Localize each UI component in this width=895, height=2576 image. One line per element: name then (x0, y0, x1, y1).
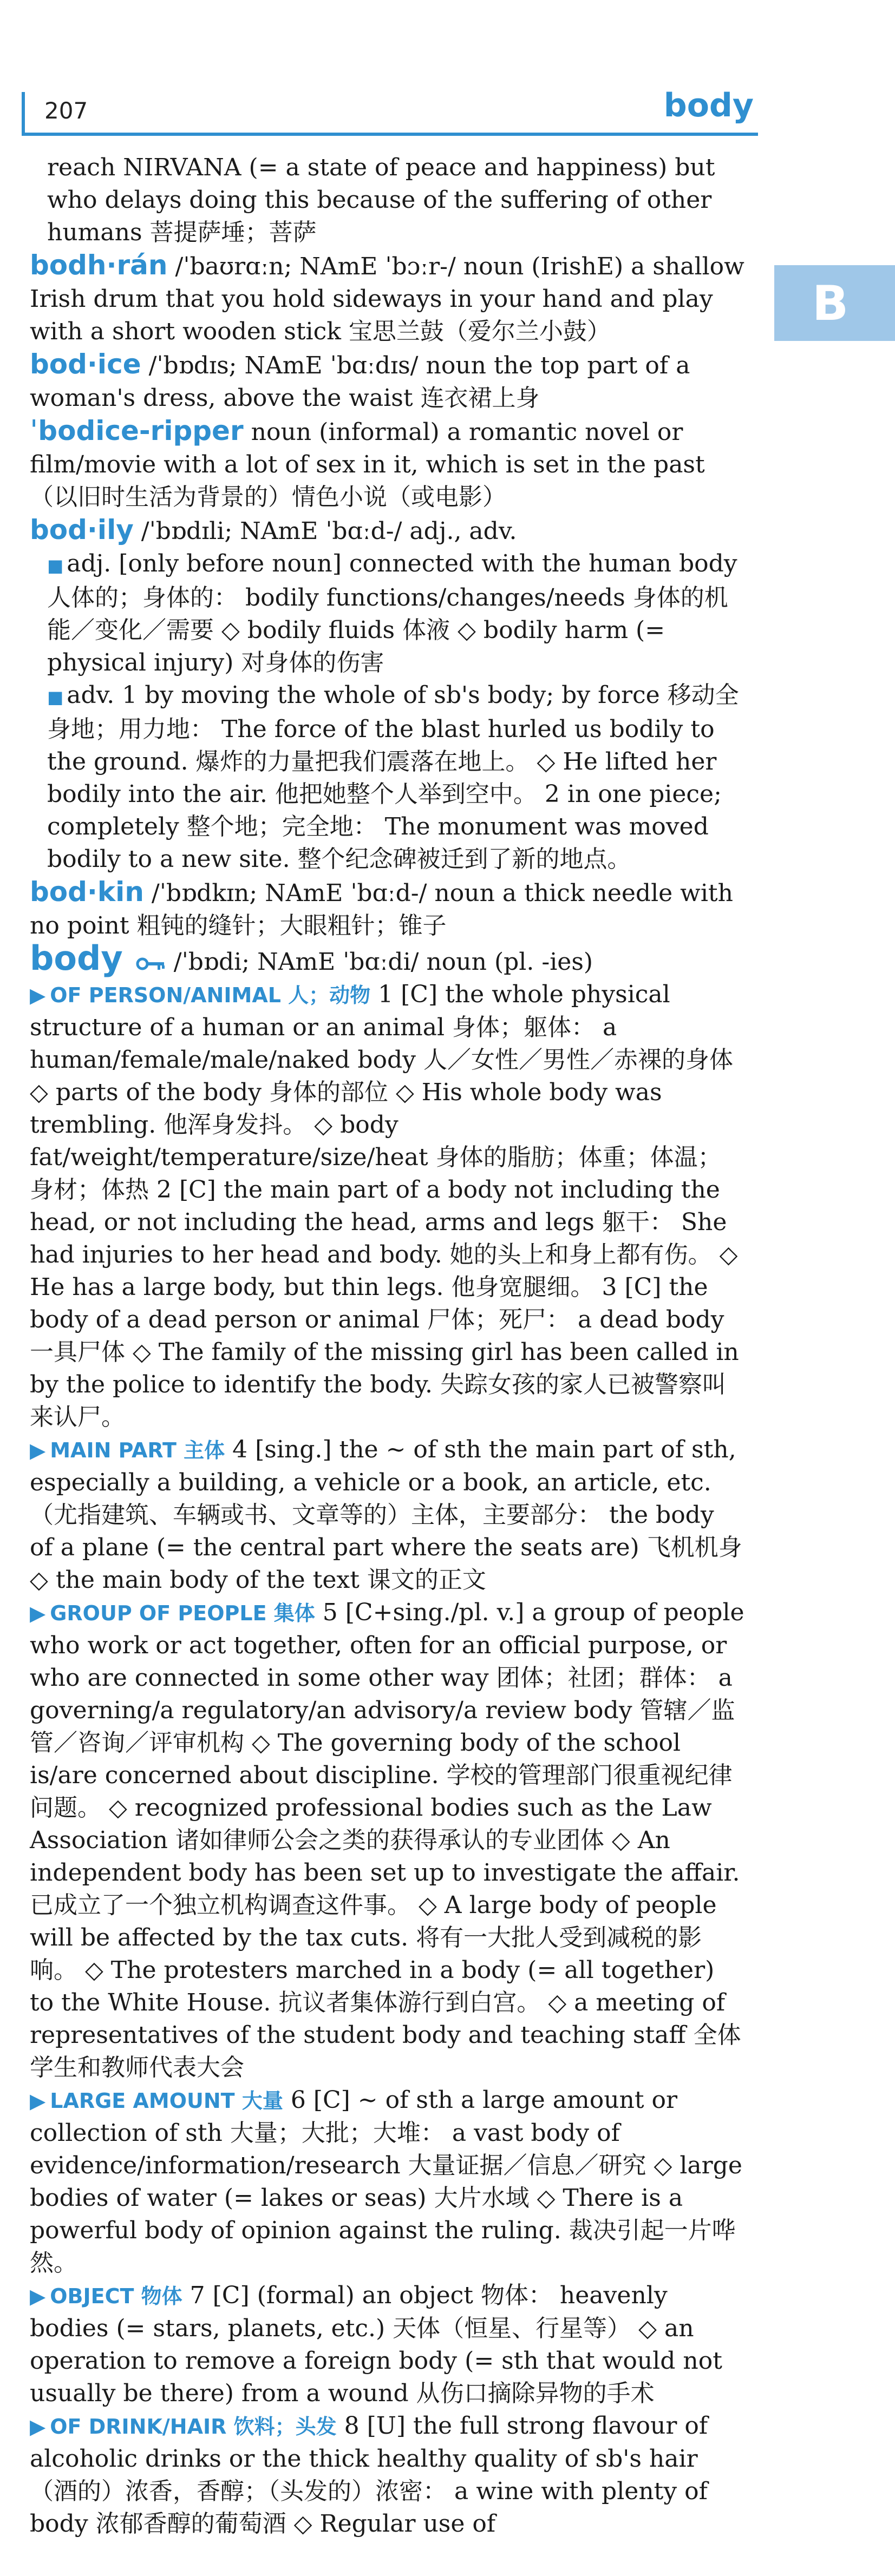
entry-text: 7 [C] (formal) an object 物体： heavenly bodies (= stars, planets, etc.) 天体（恒星、行星等） ◇ an operation to remove a foreign body (= sth that would not usually be there) from a wound 从伤口摘除异物的手术 (30, 2282, 722, 2407)
section-triangle-icon: ▶ (30, 2284, 46, 2308)
entry-text: 4 [sing.] the ~ of sth the main part of sth, especially a building, a vehicle or a book, an article, etc.（尤指建筑、车辆或书、文章等的）主体，主要部分： the body of a plane (= the central part where the seats are) 飞机机身 ◇ the main body of the text 课文的正文 (30, 1436, 742, 1594)
entry-body (30, 938, 744, 978)
sense-object (30, 2279, 744, 2410)
headword: bod·kin (30, 876, 144, 908)
section-label: MAIN PART 主体 (50, 1438, 225, 1462)
section-label: OBJECT 物体 (50, 2284, 182, 2308)
entry-text: adj. [only before noun] connected with the human body 人体的；身体的： bodily functions/changes/needs 身体的机能／变化／需要 ◇ bodily fluids 体液 ◇ bodily harm (= physical injury) 对身体的伤害 (47, 550, 737, 676)
section-triangle-icon: ▶ (30, 2089, 46, 2113)
sense-marker-square-icon: ■ (47, 555, 64, 576)
headword: bod·ice (30, 349, 141, 380)
oxford-3000-key-icon (136, 954, 166, 974)
entry-bodily-adv (30, 679, 744, 876)
headword: bod·ily (30, 514, 134, 546)
entry-bodhran (30, 249, 744, 348)
section-label: GROUP OF PEOPLE 集体 (50, 1601, 315, 1625)
entry-text: reach NIRVANA (= a state of peace and happiness) but who delays doing this because of the suffering of other humans 菩提萨埵；菩萨 (47, 154, 715, 246)
running-head: body (663, 87, 754, 124)
section-triangle-icon: ▶ (30, 2415, 46, 2439)
sense-group (30, 1596, 744, 2084)
entry-bodice (30, 348, 744, 415)
section-triangle-icon: ▶ (30, 1601, 46, 1625)
sense-marker-square-icon: ■ (47, 687, 64, 707)
section-label: LARGE AMOUNT 大量 (50, 2089, 283, 2113)
entry-continuation (30, 152, 744, 249)
entry-bodily-adj (30, 548, 744, 679)
dictionary-column (30, 152, 744, 2540)
sense-main-part (30, 1434, 744, 1596)
sense-drink-hair (30, 2410, 744, 2540)
sense-large-amount (30, 2084, 744, 2279)
headword: body (30, 938, 123, 978)
section-triangle-icon: ▶ (30, 1438, 46, 1462)
page-number: 207 (44, 97, 88, 124)
thumb-letter: B (812, 275, 849, 331)
section-triangle-icon: ▶ (30, 983, 46, 1007)
entry-text: adv. 1 by moving the whole of sb's body; by force 移动全身地；用力地： The force of the blast hurled us bodily to the ground. 爆炸的力量把我们震落在地上。 ◇ He lifted her bodily into the air. 他把她整个人举到空中。 2 in one piece; completely 整个地；完全地： The monument was moved bodily to a new site. 整个纪念碑被迁到了新的地点。 (47, 681, 739, 873)
entry-bodice-ripper (30, 415, 744, 514)
section-label: OF DRINK/HAIR 饮料；头发 (50, 2415, 337, 2439)
page-header (22, 81, 758, 136)
headword: ˈbodice-ripper (30, 415, 244, 446)
entry-bodily (30, 514, 744, 548)
headword: bodh·rán (30, 249, 168, 281)
thumb-index-tab (774, 265, 895, 341)
entry-text: 1 [C] the whole physical structure of a human or an animal 身体；躯体： a human/female/male/naked body 人／女性／男性／赤裸的身体 ◇ parts of the body 身体的部位 ◇ His whole body was trembling. 他浑身发抖。 ◇ body fat/weight/temperature/size/heat 身体的脂肪；体重；体温；身材；体热 2 [C] the main part of a body not including the head, or not including the head, arms and legs 躯干： She had injuries to her head and body. 她的头上和身上都有伤。 ◇ He has a large body, but thin legs. 他身宽腿细。 3 [C] the body of a dead person or animal 尸体；死尸： a dead body 一具尸体 ◇ The family of the missing girl has been called in by the police to identify the body. 失踪女孩的家人已被警察叫来认尸。 (30, 981, 739, 1431)
entry-bodkin (30, 876, 744, 942)
entry-text: /ˈbɒdi; NAmE ˈbɑːdi/ noun (pl. -ies) (166, 948, 593, 976)
sense-person (30, 978, 744, 1434)
entry-text: noun (informal) a romantic novel or film/movie with a lot of sex in it, which is set in the past（以旧时生活为背景的）情色小说（或电影） (30, 418, 705, 511)
entry-text: 8 [U] the full strong flavour of alcoholic drinks or the thick healthy quality of sb's hair（酒的）浓香，香醇；（头发的）浓密： a wine with plenty of body 浓郁香醇的葡萄酒 ◇ Regular use of (30, 2412, 708, 2538)
entry-text: /ˈbɒdɪs; NAmE ˈbɑːdɪs/ noun the top part of a woman's dress, above the waist 连衣裙上身 (30, 352, 690, 412)
entry-text: 5 [C+sing./pl. v.] a group of people who work or act together, often for an official purpose, or who are connected in some other way 团体；社团；群体： a governing/a regulatory/an advisory/a review body 管辖／监管／咨询／评审机构 ◇ The governing body of the school is/are concerned about discipline. 学校的管理部门很重视纪律问题。 ◇ recognized professional bodies such as the Law Association 诸如律师公会之类的获得承认的专业团体 ◇ An independent body has been set up to investigate the affair. 已成立了一个独立机构调查这件事。 ◇ A large body of people will be affected by the tax cuts. 将有一大批人受到减税的影响。 ◇ The protesters marched in a body (= all together) to the White House. 抗议者集体游行到白宫。 ◇ a meeting of representatives of the student body and teaching staff 全体学生和教师代表大会 (30, 1599, 744, 2081)
entry-text: /ˈbaʊrɑːn; NAmE ˈbɔːr-/ noun (IrishE) a shallow Irish drum that you hold sideways in your hand and play with a short wooden stick 宝思兰鼓（爱尔兰小鼓） (30, 253, 744, 345)
entry-text: /ˈbɒdkɪn; NAmE ˈbɑːd-/ noun a thick needle with no point 粗钝的缝针；大眼粗针；锥子 (30, 879, 733, 939)
section-label: OF PERSON/ANIMAL 人；动物 (50, 983, 371, 1007)
entry-text: 6 [C] ~ of sth a large amount or collection of sth 大量；大批；大堆： a vast body of evidence/information/research 大量证据／信息／研究 ◇ large bodies of water (= lakes or seas) 大片水域 ◇ There is a powerful body of opinion against the ruling. 裁决引起一片哗然。 (30, 2086, 742, 2277)
entry-text: /ˈbɒdɪli; NAmE ˈbɑːd-/ adj., adv. (133, 517, 517, 545)
